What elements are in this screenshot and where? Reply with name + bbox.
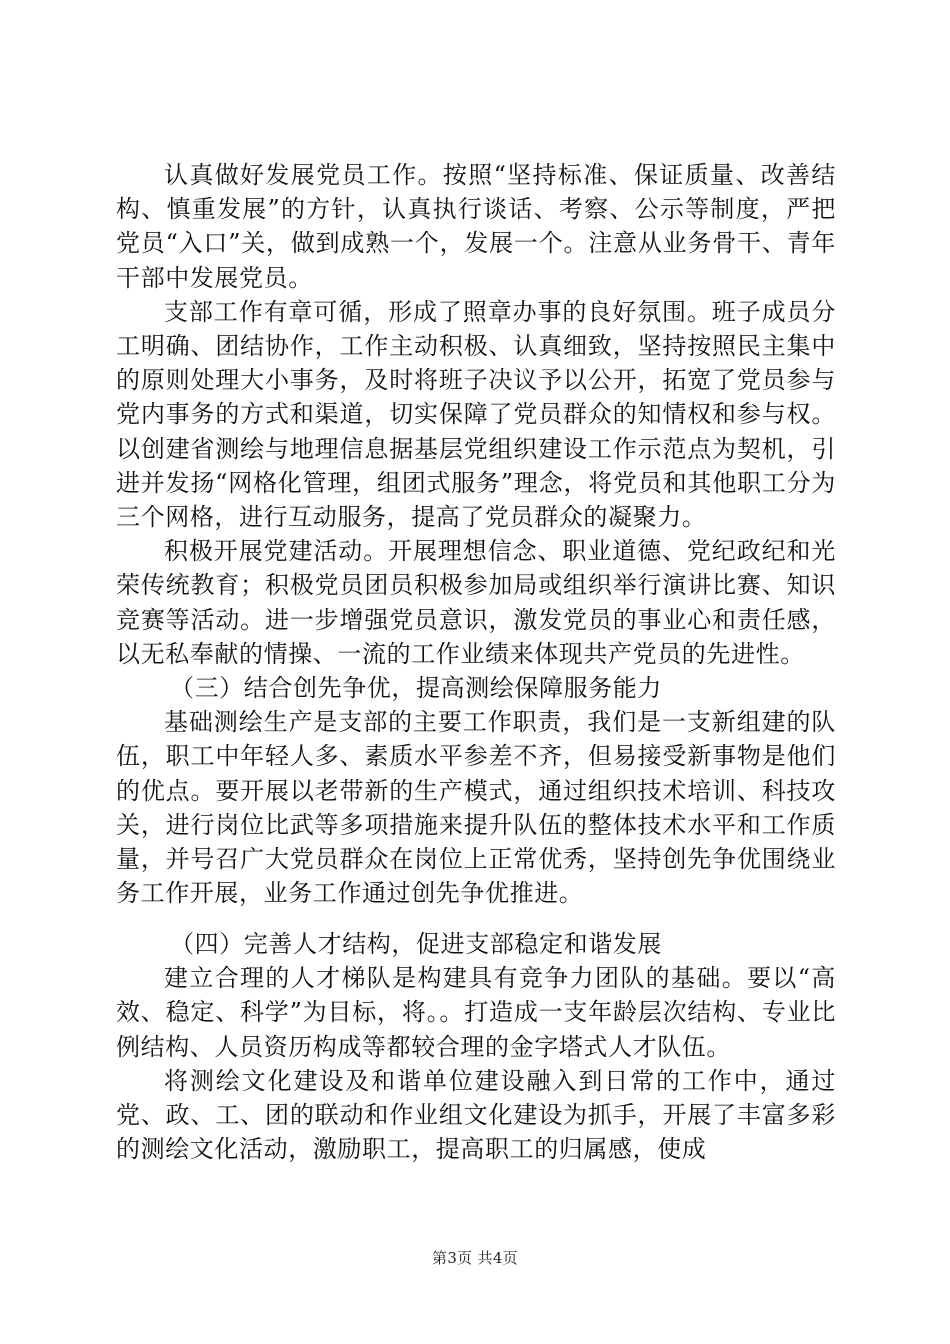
paragraph-basic-surveying-production: 基础测绘生产是支部的主要工作职责，我们是一支新组建的队伍，职工中年轻人多、素质水平参差不齐，但易接受新事物是他们的优点。要开展以老带新的生产模式，通过组织技术培训、科技攻关，进行岗位比武等多项措施来提升队伍的整体技术水平和工作质量，并号召广大党员群众在岗位上正常优秀，坚持创先争优围绕业务工作开展，业务工作通过创先争优推进。	[116, 708, 836, 908]
paragraph-surveying-culture: 将测绘文化建设及和谐单位建设融入到日常的工作中，通过党、政、工、团的联动和作业组文化建设为抓手，开展了丰富多彩的测绘文化活动，激励职工，提高职工的归属感，使成	[116, 1066, 836, 1164]
body-text-upper	[116, 158, 836, 910]
section-heading-three: （三）结合创先争优，提高测绘保障服务能力	[170, 674, 662, 703]
paragraph-party-member-development: 认真做好发展党员工作。按照“坚持标准、保证质量、改善结构、慎重发展”的方针，认真执行谈话、考察、公示等制度，严把党员“入口”关，做到成熟一个，发展一个。注意从业务骨干、青年干部中发展党员。	[116, 161, 836, 292]
page-number-footer: 第3页 共4页	[432, 1249, 518, 1267]
paragraph-talent-pipeline: 建立合理的人才梯队是构建具有竞争力团队的基础。要以“高效、稳定、科学”为目标，将。。打造成一支年龄层次结构、专业比例结构、人员资历构成等都较合理的金字塔式人才队伍。	[116, 964, 836, 1061]
section-heading-four: （四）完善人才结构，促进支部稳定和谐发展	[170, 930, 662, 958]
body-text-lower	[116, 927, 836, 1166]
paragraph-party-building-activities: 积极开展党建活动。开展理想信念、职业道德、党纪政纪和光荣传统教育；积极党员团员积极参加局或组织举行演讲比赛、知识竞赛等活动。进一步增强党员意识，激发党员的事业心和责任感，以无私奉献的情操、一流的工作业绩来体现共产党员的先进性。	[116, 537, 836, 668]
paragraph-branch-work-rules: 支部工作有章可循，形成了照章办事的良好氛围。班子成员分工明确、团结协作，工作主动积极、认真细致，坚持按照民主集中的原则处理大小事务，及时将班子决议予以公开，拓宽了党员参与党内事务的方式和渠道，切实保障了党员群众的知情权和参与权。以创建省测绘与地理信息据基层党组织建设工作示范点为契机，引进并发扬“网格化管理，组团式服务”理念，将党员和其他职工分为三个网格，进行互动服务，提高了党员群众的凝聚力。	[116, 297, 836, 532]
